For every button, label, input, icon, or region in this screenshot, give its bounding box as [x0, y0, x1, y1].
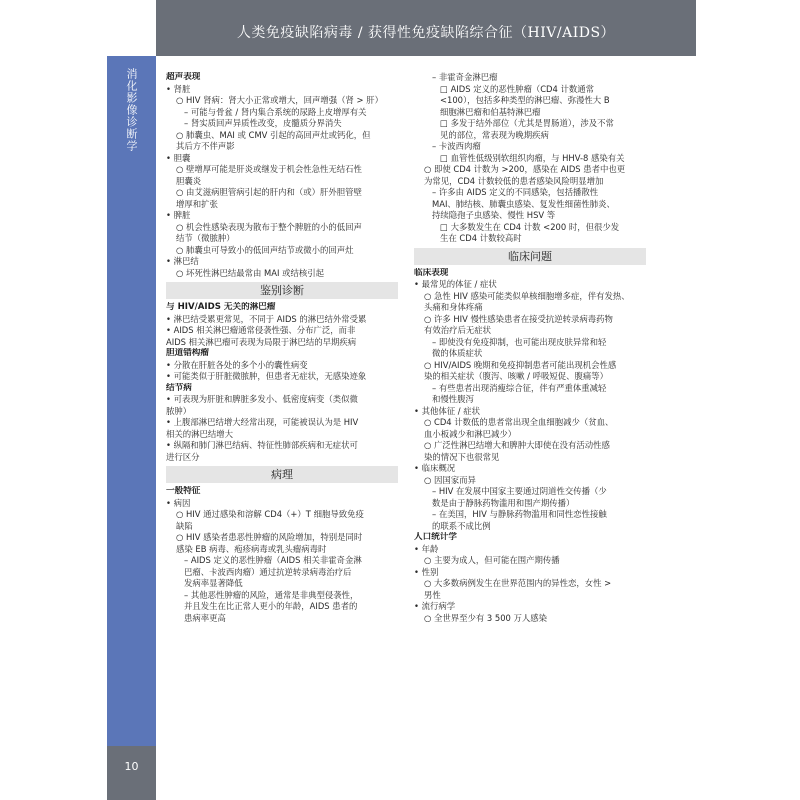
page-footer [107, 746, 156, 800]
text-line: 生在 CD4 计数较高时 [440, 233, 522, 243]
text-line: • 可能类似于肝脏微脓肿，但患者无症状，无感染迹象 [166, 371, 367, 381]
text-line: • 病因 [166, 497, 191, 508]
text-line: • 分散在肝脏各处的多个小的囊性病变 [166, 359, 308, 370]
subsection-heading: 超声表现 [166, 72, 201, 82]
text-line: □ AIDS 定义的恶性肿瘤（CD4 计数通常 [440, 83, 594, 94]
text-line: 缺陷 [176, 520, 193, 531]
text-line: ○ 广泛性淋巴结增大和脾肿大即使在没有活动性感 [424, 440, 610, 450]
text-line: □ 多发于结外部位（尤其是胃肠道），涉及不常 [440, 118, 614, 128]
text-line: – AIDS 定义的恶性肿瘤（AIDS 相关非霍奇金淋 [184, 555, 362, 565]
text-line: 持续隐孢子虫感染、慢性 HSV 等 [432, 210, 556, 220]
section-heading: 临床问题 [414, 248, 646, 265]
text-line: ○ HIV/AIDS 晚期和免疫抑制患者可能出现机会性感 [424, 359, 617, 370]
text-line: • 淋巴结 [166, 256, 199, 266]
text-line: • 淋巴结受累更常见，不同于 AIDS 的淋巴结外常受累 [166, 313, 367, 324]
text-line: 发病率显著降低 [184, 578, 243, 588]
text-line: ○ 主要为成人，但可能在围产期传播 [424, 555, 560, 565]
text-line: • 肾脏 [166, 83, 191, 94]
text-line: ○ 许多 HIV 慢性感染患者在接受抗逆转录病毒药物 [424, 313, 613, 324]
text-line: • 最常见的体征 / 症状 [414, 279, 497, 289]
section-heading: 病理 [166, 466, 398, 483]
subsection-heading: 结节病 [166, 382, 192, 393]
text-line: 染的相关症状（腹泻、咳嗽 / 呼吸短促、腹痛等） [424, 371, 609, 381]
text-line: 细胞淋巴瘤和伯基特淋巴瘤 [440, 106, 541, 117]
text-line: • 脾脏 [166, 210, 191, 220]
text-line: – 其他恶性肿瘤的风险，通常是非典型侵袭性， [184, 589, 359, 600]
text-line: ○ 全世界至少有 3 500 万人感染 [424, 612, 548, 623]
text-line: ○ HIV 通过感染和溶解 CD4（+）T 细胞导致免疫 [176, 509, 364, 519]
subsection-heading: 人口统计学 [414, 532, 457, 542]
text-line: – 卡波西肉瘤 [432, 141, 481, 151]
text-line: • 可表现为肝脏和脾脏多发小、低密度病变（类似微 [166, 394, 358, 404]
text-line: □ 血管性低级别软组织肉瘤，与 HHV-8 感染有关 [440, 152, 625, 163]
side-tab [107, 56, 156, 746]
text-line: 见的部位，常表现为晚期疾病 [440, 129, 549, 140]
text-line: 血小板减少和淋巴减少） [424, 428, 517, 439]
text-line: □ 大多数发生在 CD4 计数 <200 时，但很少发 [440, 221, 620, 232]
text-line: • 年龄 [414, 543, 439, 554]
text-line: – 在美国，HIV 与静脉药物滥用和同性恋性接触 [432, 509, 607, 519]
subsection-heading: 临床表现 [414, 267, 449, 278]
text-line: – 可能与骨盆 / 肾内集合系统的尿路上皮增厚有关 [184, 106, 367, 117]
text-line: MAI、肺结核、肺囊虫感染、复发性细菌性肺炎、 [432, 198, 615, 209]
text-line: ○ 机会性感染表现为散布于整个脾脏的小的低回声 [176, 221, 362, 232]
text-line: ○ 即使 CD4 计数为 >200，感染在 AIDS 患者中也更 [424, 164, 626, 174]
text-line: 染的情况下也很常见 [424, 451, 500, 462]
text-line: • 其他体征 / 症状 [414, 405, 480, 416]
page-number: 10 [124, 760, 139, 773]
text-line: ○ HIV 肾病：肾大小正常或增大，回声增强（肾 > 肝） [176, 95, 383, 105]
text-line: 结节（微脓肿） [176, 233, 235, 243]
text-line: 感染 EB 病毒、疱疹病毒或乳头瘤病毒时 [176, 543, 327, 554]
text-line: – 许多由 AIDS 定义的不同感染，包括播散性 [432, 187, 599, 197]
text-line: 增厚和扩张 [176, 198, 218, 209]
text-line: 和慢性腹泻 [432, 394, 474, 404]
text-line: 脓肿） [166, 405, 192, 416]
text-line: 头痛和身体疼痛 [424, 302, 483, 312]
text-line: ○ 坏死性淋巴结最常由 MAI 或结核引起 [176, 267, 324, 278]
text-line: ○ 肺囊虫、MAI 或 CMV 引起的高回声灶或钙化，但 [176, 129, 371, 140]
side-tab-label: 消化影像诊断学 [125, 68, 138, 152]
subsection-heading: 一般特征 [166, 486, 201, 496]
text-line: ○ HIV 感染者患恶性肿瘤的风险增加，特别是同时 [176, 532, 363, 542]
text-line: ○ 大多数病例发生在世界范围内的异性恋，女性 > [424, 578, 612, 588]
text-line: AIDS 相关淋巴瘤可表现为局限于淋巴结的早期疾病 [166, 336, 357, 347]
text-line: 患病率更高 [184, 612, 226, 623]
text-line: – 非霍奇金淋巴瘤 [432, 72, 498, 82]
text-line: 相关的淋巴结增大 [166, 428, 233, 439]
page-title: 人类免疫缺陷病毒 / 获得性免疫缺陷综合征（HIV/AIDS） [236, 25, 616, 41]
subsection-heading: 胆道错构瘤 [166, 348, 209, 358]
text-line: 为常见，CD4 计数较低的患者感染风险明显增加 [424, 175, 604, 186]
text-line: ○ 因国家而异 [424, 474, 476, 485]
text-line: 微的体质症状 [432, 348, 483, 358]
text-line: – 有些患者出现消瘦综合征，伴有严重体重减轻 [432, 382, 607, 393]
subsection-heading: 与 HIV/AIDS 无关的淋巴瘤 [166, 302, 276, 312]
text-line: – HIV 在发展中国家主要通过阴道性交传播（少 [432, 486, 607, 496]
text-line: ○ 由艾滋病胆管病引起的肝内和（或）肝外胆管壁 [176, 187, 362, 197]
text-line: 数是由于静脉药物滥用和围产期传播） [432, 497, 575, 508]
text-line: ○ 肺囊虫可导致小的低回声结节或微小的回声灶 [176, 244, 354, 255]
text-line: 有效治疗后无症状 [424, 325, 491, 335]
text-line: 并且发生在比正常人更小的年龄，AIDS 患者的 [184, 601, 358, 611]
text-line: ○ 急性 HIV 感染可能类似单核细胞增多症，伴有发热、 [424, 290, 630, 301]
text-line: • 性别 [414, 566, 439, 577]
text-line: 进行区分 [166, 451, 200, 462]
text-line: 的联系不成比例 [432, 520, 491, 531]
text-line: • 纵隔和肺门淋巴结病、特征性肺部疾病和无症状可 [166, 440, 358, 450]
text-line: – 肾实质回声异质性改变，皮髓质分界消失 [184, 118, 342, 128]
text-line: • 流行病学 [414, 601, 456, 611]
text-line: ○ 壁增厚可能是肝炎或继发于机会性急性无结石性 [176, 164, 362, 174]
text-line: • 胆囊 [166, 152, 191, 163]
section-heading: 鉴别诊断 [166, 282, 398, 299]
left-column [166, 72, 398, 624]
text-line: 巴瘤、卡波西肉瘤）通过抗逆转录病毒治疗后 [184, 566, 352, 577]
text-line: 其后方不伴声影 [176, 141, 235, 151]
text-line: – 即使没有免疫抑制，也可能出现皮肤异常和轻 [432, 336, 607, 347]
text-line: 男性 [424, 589, 441, 600]
text-line: 胆囊炎 [176, 175, 202, 186]
right-column [414, 72, 646, 624]
text-line: • 临床概况 [414, 463, 456, 473]
text-line: <100），包括多种类型的淋巴瘤、弥漫性大 B [440, 95, 610, 105]
text-line: • 上腹部淋巴结增大经常出现，可能被误认为是 HIV [166, 417, 359, 427]
text-line: ○ CD4 计数低的患者常出现全血细胞减少（贫血、 [424, 417, 614, 427]
text-line: • AIDS 相关淋巴瘤通常侵袭性强、分布广泛，而非 [166, 325, 356, 335]
